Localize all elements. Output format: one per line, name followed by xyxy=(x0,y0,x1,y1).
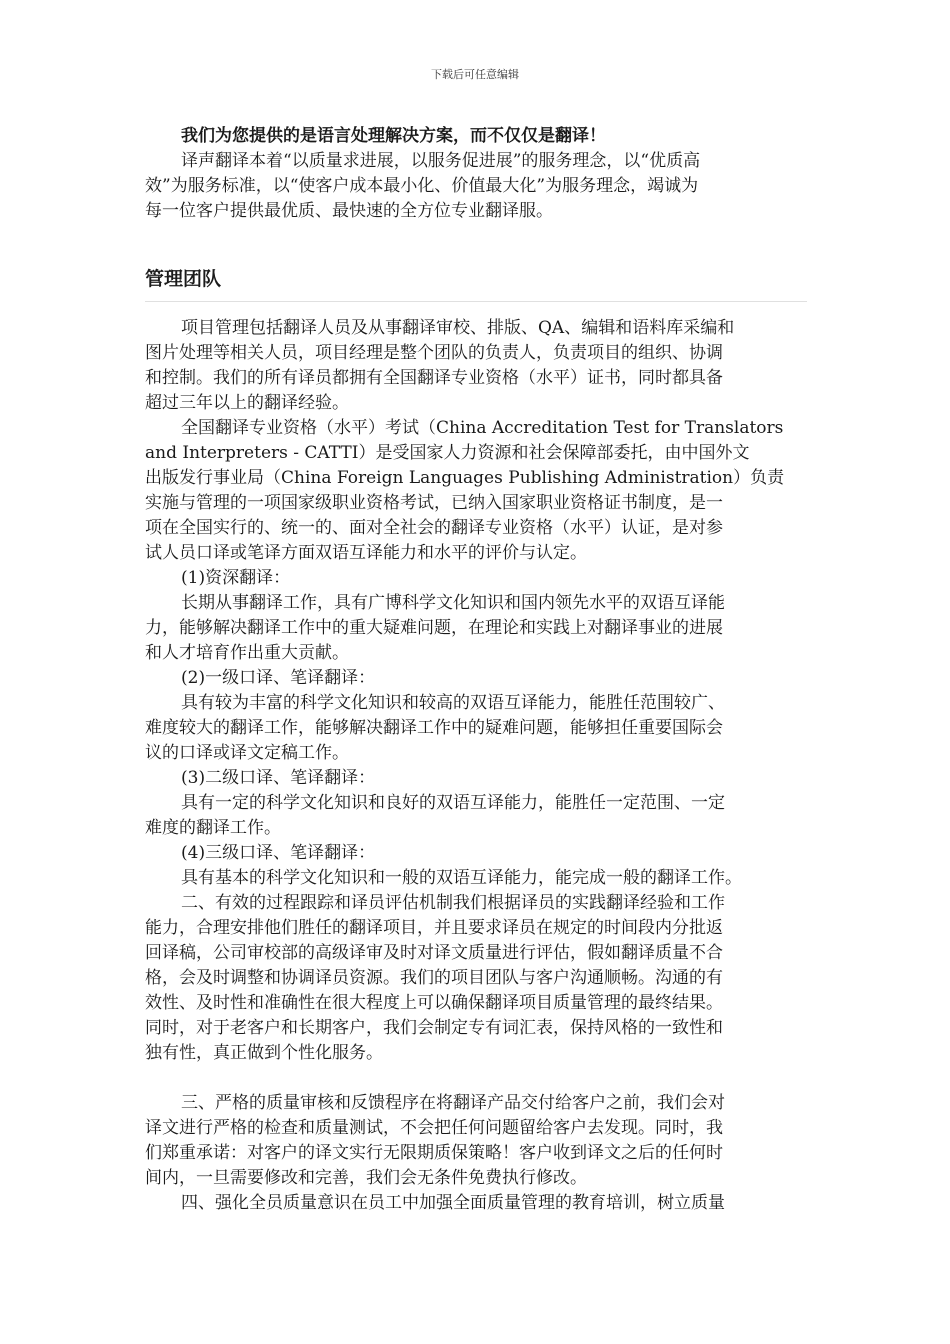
intro-title: 我们为您提供的是语言处理解决方案，而不仅仅是翻译！ xyxy=(181,126,606,146)
text-line: 间内，一旦需要修改和完善，我们会无条件免费执行修改。 xyxy=(145,1168,587,1188)
text-line: 具有基本的科学文化知识和一般的双语互译能力，能完成一般的翻译工作。 xyxy=(181,868,742,888)
paragraph-quality-awareness xyxy=(145,1191,807,1216)
text-line: 长期从事翻译工作，具有广博科学文化知识和国内领先水平的双语互译能 xyxy=(181,593,725,613)
text-line: 格，会及时调整和协调译员资源。我们的项目团队与客户沟通顺畅。沟通的有 xyxy=(145,968,723,988)
text-line: 难度较大的翻译工作，能够解决翻译工作中的疑难问题，能够担任重要国际会 xyxy=(145,718,723,738)
text-line: 译文进行严格的检查和质量测试，不会把任何问题留给客户去发现。同时，我 xyxy=(145,1118,723,1138)
text-line: 议的口译或译文定稿工作。 xyxy=(145,743,349,763)
section-heading: 管理团队 xyxy=(145,268,222,290)
level-three xyxy=(145,841,807,891)
level-title: (3)二级口译、笔译翻译： xyxy=(181,768,376,788)
text-line: 图片处理等相关人员，项目经理是整个团队的负责人，负责项目的组织、协调 xyxy=(145,343,723,363)
text-line: 实施与管理的一项国家级职业资格考试，已纳入国家职业资格证书制度，是一 xyxy=(145,493,723,513)
text-line: 出版发行事业局（China Foreign Languages Publishing Administration）负责 xyxy=(145,468,785,488)
level-title: (2)一级口译、笔译翻译： xyxy=(181,668,376,688)
text-line: 试人员口译或笔译方面双语互译能力和水平的评价与认定。 xyxy=(145,543,587,563)
text-line: 四、强化全员质量意识在员工中加强全面质量管理的教育培训，树立质量 xyxy=(181,1193,725,1213)
paragraph-process-tracking xyxy=(145,891,807,1066)
heading-divider xyxy=(145,301,807,302)
level-title: (4)三级口译、笔译翻译： xyxy=(181,843,376,863)
paragraph-quality-review xyxy=(145,1091,807,1191)
text-line: 译声翻译本着“以质量求进展，以服务促进展”的服务理念，以“优质高 xyxy=(181,151,701,171)
paragraph-catti xyxy=(145,416,807,566)
text-line: 超过三年以上的翻译经验。 xyxy=(145,393,349,413)
text-line: and Interpreters - CATTI）是受国家人力资源和社会保障部委托，由中国外文 xyxy=(145,443,750,463)
text-line: 和人才培育作出重大贡献。 xyxy=(145,643,349,663)
level-senior xyxy=(145,566,807,666)
level-one xyxy=(145,666,807,766)
level-title: (1)资深翻译： xyxy=(181,568,291,588)
text-line: 们郑重承诺：对客户的译文实行无限期质保策略！客户收到译文之后的任何时 xyxy=(145,1143,723,1163)
text-line: 具有较为丰富的科学文化知识和较高的双语互译能力，能胜任范围较广、 xyxy=(181,693,725,713)
text-line: 回译稿，公司审校部的高级译审及时对译文质量进行评估，假如翻译质量不合 xyxy=(145,943,723,963)
text-line: 力，能够解决翻译工作中的重大疑难问题，在理论和实践上对翻译事业的进展 xyxy=(145,618,723,638)
text-line: 项在全国实行的、统一的、面对全社会的翻译专业资格（水平）认证，是对参 xyxy=(145,518,723,538)
text-line: 能力，合理安排他们胜任的翻译项目，并且要求译员在规定的时间段内分批返 xyxy=(145,918,723,938)
text-line: 效”为服务标准，以“使客户成本最小化、价值最大化”为服务理念，竭诚为 xyxy=(145,176,699,196)
text-line: 具有一定的科学文化知识和良好的双语互译能力，能胜任一定范围、一定 xyxy=(181,793,725,813)
page-header: 下载后可任意编辑 xyxy=(431,68,519,81)
text-line: 每一位客户提供最优质、最快速的全方位专业翻译服。 xyxy=(145,201,553,221)
text-line: 效性、及时性和准确性在很大程度上可以确保翻译项目质量管理的最终结果。 xyxy=(145,993,723,1013)
text-line: 全国翻译专业资格（水平）考试（China Accreditation Test for Translators xyxy=(181,418,784,438)
text-line: 和控制。我们的所有译员都拥有全国翻译专业资格（水平）证书，同时都具备 xyxy=(145,368,723,388)
text-line: 二、有效的过程跟踪和译员评估机制我们根据译员的实践翻译经验和工作 xyxy=(181,893,725,913)
intro-paragraph xyxy=(145,149,807,224)
text-line: 同时，对于老客户和长期客户，我们会制定专有词汇表，保持风格的一致性和 xyxy=(145,1018,723,1038)
text-line: 三、严格的质量审核和反馈程序在将翻译产品交付给客户之前，我们会对 xyxy=(181,1093,725,1113)
text-line: 项目管理包括翻译人员及从事翻译审校、排版、QA、编辑和语料库采编和 xyxy=(181,318,735,338)
level-two xyxy=(145,766,807,841)
paragraph-project-management xyxy=(145,316,807,416)
document-body xyxy=(145,124,807,1216)
text-line: 独有性，真正做到个性化服务。 xyxy=(145,1043,383,1063)
blank-line xyxy=(145,1066,807,1091)
text-line: 难度的翻译工作。 xyxy=(145,818,281,838)
